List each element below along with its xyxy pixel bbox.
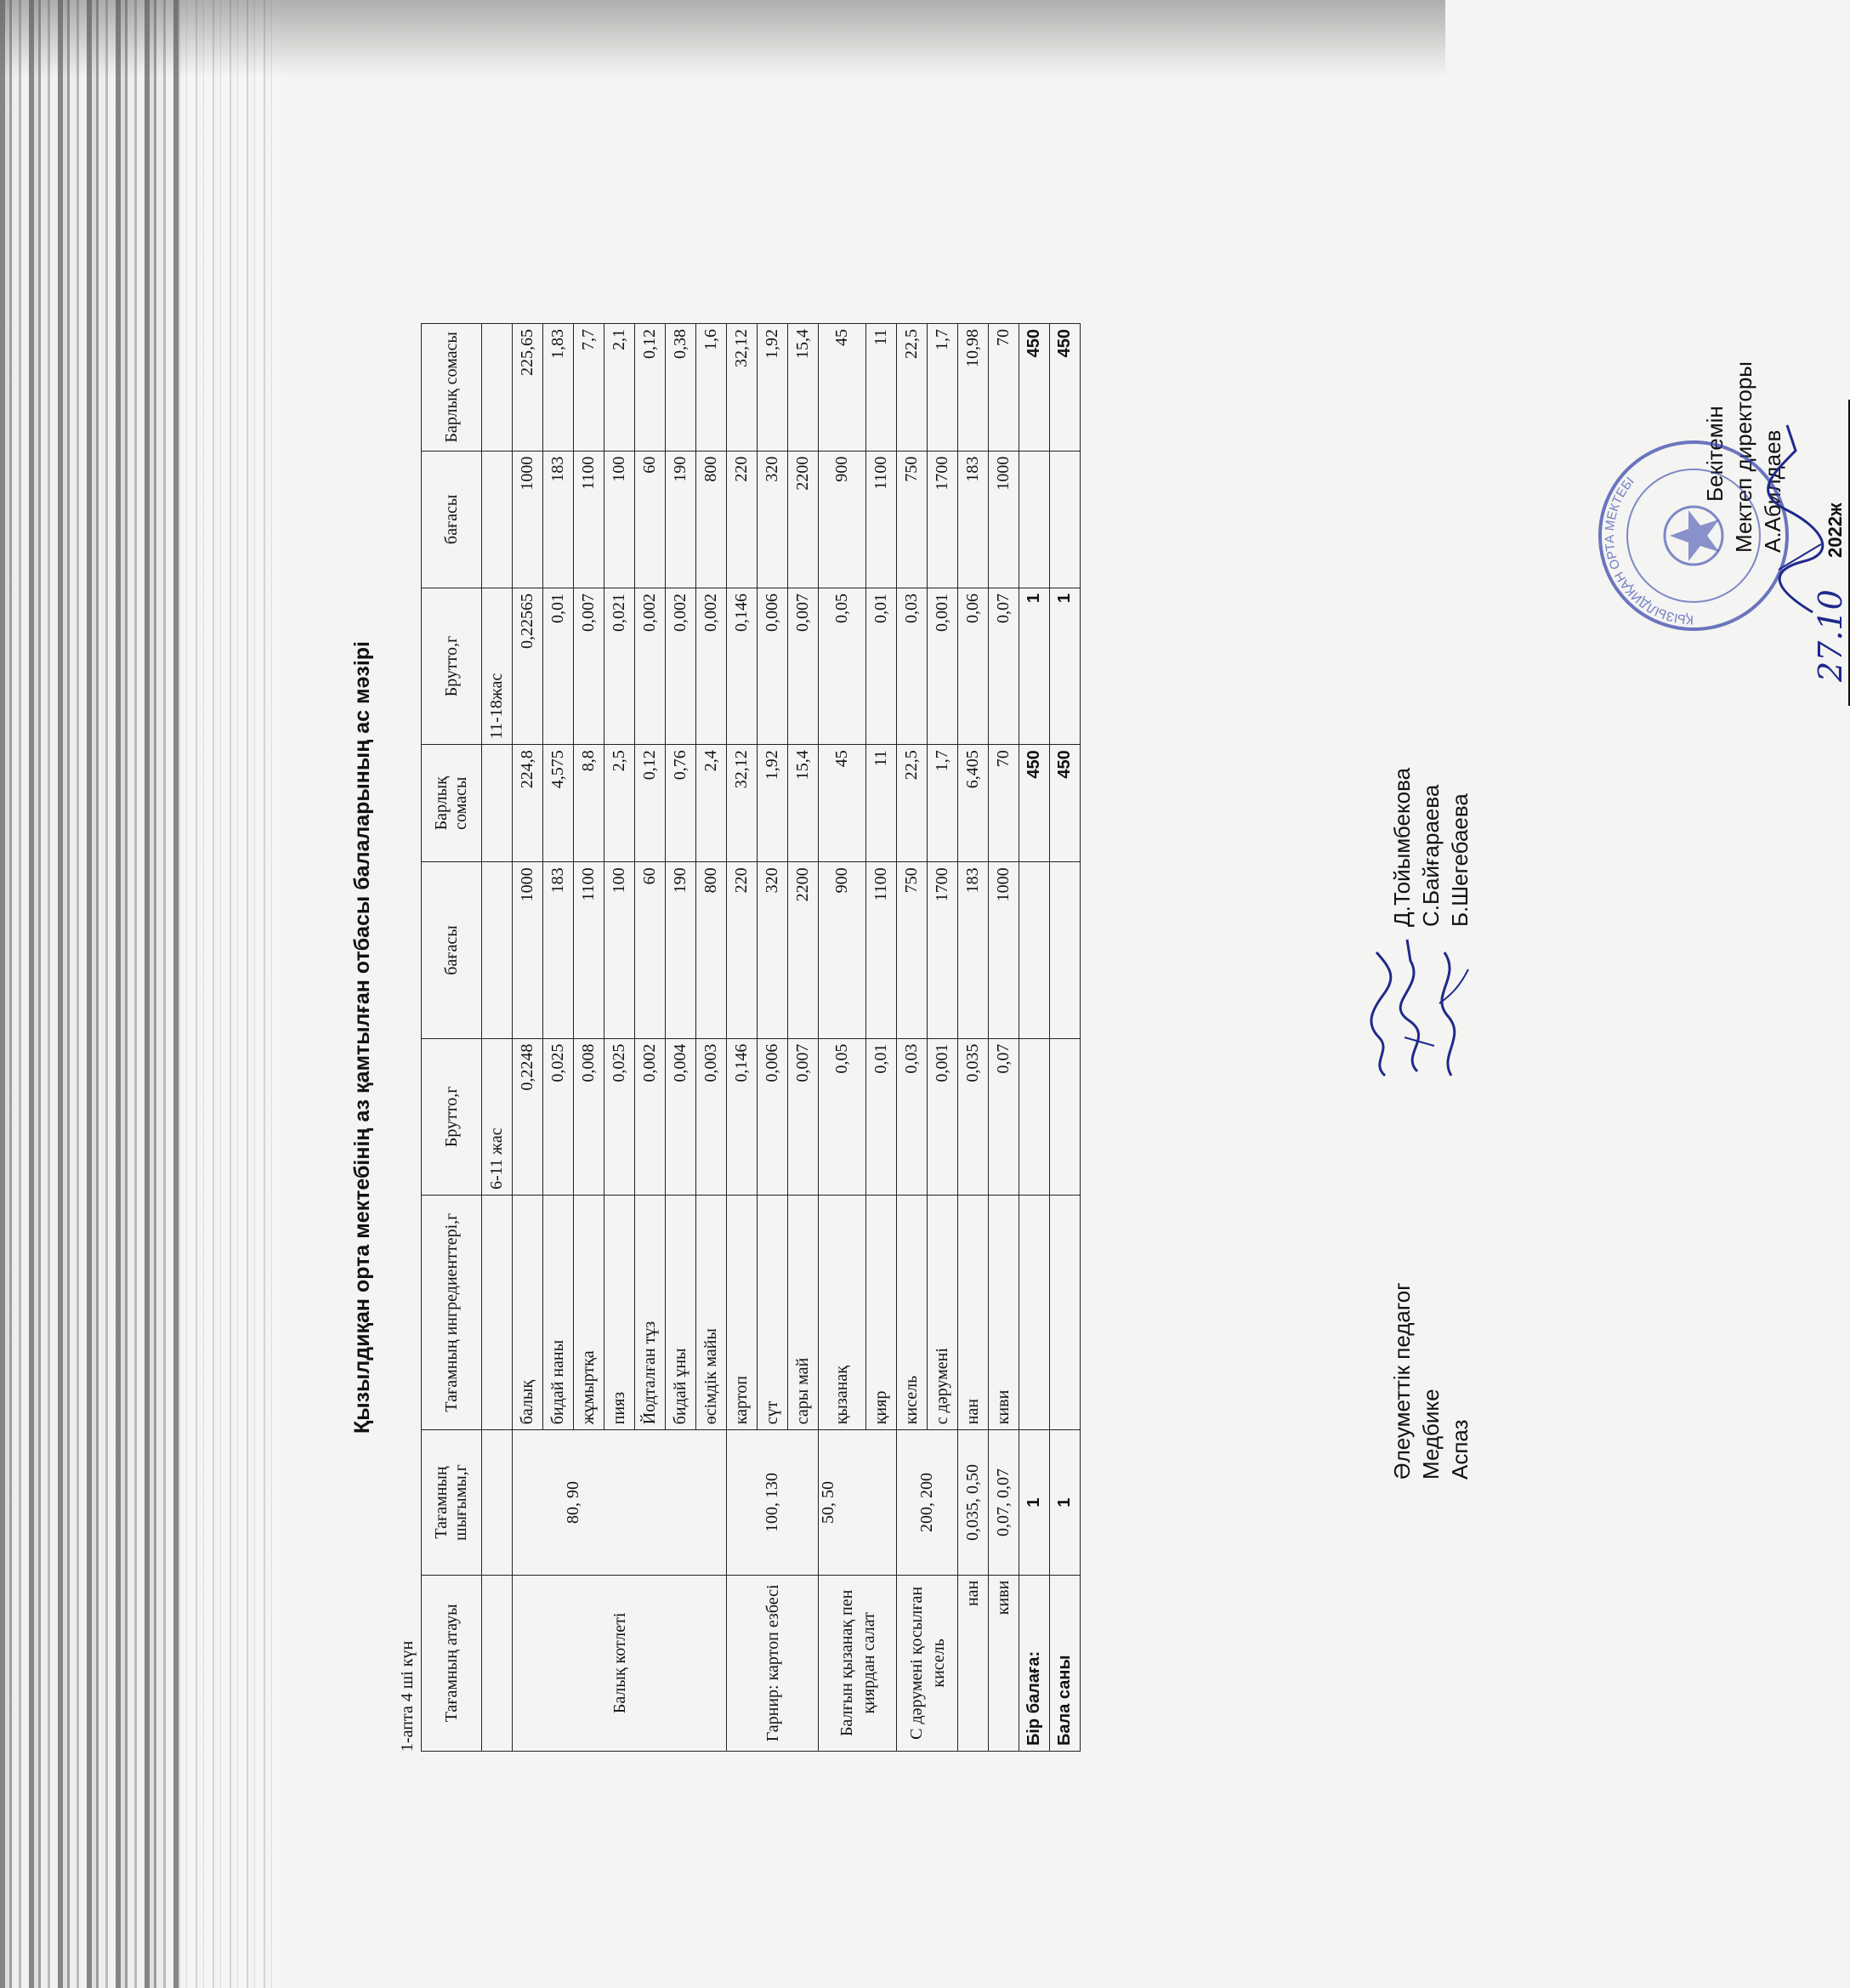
cell-value: 0,007 [788, 588, 819, 744]
cell-value: 0,002 [635, 1038, 666, 1195]
cell-value: 100 [604, 862, 635, 1038]
cell-value: 4,575 [543, 745, 574, 862]
cell-value: 45 [819, 745, 866, 862]
table-row [958, 324, 989, 1752]
cell-value: 1,92 [758, 745, 788, 862]
table-row [989, 324, 1019, 1752]
cell-value: 0,002 [696, 588, 727, 744]
cell-value: 32,12 [727, 745, 758, 862]
cell-value: 2,1 [604, 324, 635, 452]
signature-role: Әлеуметтік педагог [1389, 1282, 1415, 1480]
cell-value: 0,12 [635, 324, 666, 452]
approval-position: Мектеп директоры [1731, 361, 1756, 553]
ingredient: с дәрумені [928, 1195, 958, 1429]
cell-value: 0,146 [727, 588, 758, 744]
cell-value: 1,7 [928, 324, 958, 452]
ingredient: сары май [788, 1195, 819, 1429]
signature-name: Д.Тойымбекова [1389, 767, 1415, 927]
cell-value: 1,6 [696, 324, 727, 452]
cell-value: 6,405 [958, 745, 989, 862]
cell-value: 11 [866, 745, 897, 862]
cell-value: 0,006 [758, 1038, 788, 1195]
cell-value: 0,05 [819, 588, 866, 744]
cell-value: 1700 [928, 451, 958, 588]
dish-name: Гарнир: картоп езбесі [727, 1575, 819, 1751]
cell-value: 0,06 [958, 588, 989, 744]
dish-output: 0,07, 0,07 [989, 1430, 1019, 1575]
dish-output: 100, 130 [727, 1430, 819, 1575]
cell-value: 1000 [989, 451, 1019, 588]
director-signature [1762, 417, 1830, 621]
children-total: 450 [1050, 324, 1081, 452]
cell-value: 0,07 [989, 1038, 1019, 1195]
ingredient: балық [513, 1195, 543, 1429]
staff-signatures [1366, 918, 1485, 1088]
cell-value: 0,001 [928, 588, 958, 744]
cell-value: 0,021 [604, 588, 635, 744]
children-count: 1 [1050, 1430, 1081, 1575]
per-child-count: 1 [1019, 1430, 1050, 1575]
page-title: Қызылдиқан орта мектебінің аз қамтылған отбасы балаларының ас мәзірі [350, 640, 374, 1434]
stamp-text: ҚЫЗЫЛДИҚАН ОРТА МЕКТЕБІ [1602, 474, 1694, 628]
dish-name: киви [989, 1575, 1019, 1751]
cell-value: 0,004 [666, 1038, 696, 1195]
dish-name: С дәрумені қосылған кисель [897, 1575, 958, 1751]
cell-value: 0,006 [758, 588, 788, 744]
cell-value: 1,83 [543, 324, 574, 452]
cell-value: 60 [635, 451, 666, 588]
cell-value: 0,38 [666, 324, 696, 452]
cell-value: 15,4 [788, 324, 819, 452]
cell-value: 1,7 [928, 745, 958, 862]
cell-value: 190 [666, 451, 696, 588]
dish-output: 200, 200 [897, 1430, 958, 1575]
cell-value: 0,035 [958, 1038, 989, 1195]
dish-name: Балық котлеті [513, 1575, 727, 1751]
cell-value: 900 [819, 862, 866, 1038]
age-group-label: 11-18жас [482, 588, 513, 744]
cell-value: 15,4 [788, 745, 819, 862]
ingredient: сүт [758, 1195, 788, 1429]
cell-value: 183 [543, 862, 574, 1038]
cell-value: 0,008 [574, 1038, 604, 1195]
scan-artifact-band [179, 0, 281, 1988]
header-brutto: Брутто,г [422, 1038, 482, 1195]
menu-document [350, 323, 1849, 1752]
header-price: бағасы [422, 451, 482, 588]
cell-value: 2200 [788, 862, 819, 1038]
table-row [819, 324, 866, 1752]
children-count-row [1050, 324, 1081, 1752]
cell-value: 220 [727, 862, 758, 1038]
cell-value: 900 [819, 451, 866, 588]
cell-value: 1000 [989, 862, 1019, 1038]
table-row [513, 324, 543, 1752]
children-total: 450 [1050, 745, 1081, 862]
cell-value: 45 [819, 324, 866, 452]
per-child-label: Бір балаға: [1019, 1575, 1050, 1751]
header-total: Барлық сомасы [422, 324, 482, 452]
age-group-label: 6-11 жас [482, 1038, 513, 1195]
signature-role: Аспаз [1447, 1419, 1473, 1480]
cell-value: 320 [758, 451, 788, 588]
ingredient: киви [989, 1195, 1019, 1429]
ingredient: өсімдік майы [696, 1195, 727, 1429]
table-header-row [422, 324, 482, 1752]
signature-role: Медбике [1418, 1389, 1444, 1480]
ingredient: Йодталған тұз [635, 1195, 666, 1429]
approval-year: 2022ж [1824, 503, 1846, 558]
cell-value: 1100 [574, 451, 604, 588]
ingredient: қызанақ [819, 1195, 866, 1429]
approval-date-handwritten: 27.10 [1812, 589, 1849, 682]
cell-value: 0,12 [635, 745, 666, 862]
cell-value: 70 [989, 745, 1019, 862]
cell-value: 2,4 [696, 745, 727, 862]
cell-value: 60 [635, 862, 666, 1038]
cell-value: 0,03 [897, 1038, 928, 1195]
ingredient: жұмыртқа [574, 1195, 604, 1429]
cell-value: 0,007 [788, 1038, 819, 1195]
signature-name: Б.Шегебаева [1447, 793, 1473, 927]
cell-value: 183 [958, 451, 989, 588]
cell-value: 0,01 [866, 588, 897, 744]
table-row [482, 324, 513, 1752]
scan-artifact-band [0, 0, 179, 1988]
cell-value: 22,5 [897, 324, 928, 452]
cell-value: 0,002 [666, 588, 696, 744]
per-child-count: 1 [1019, 588, 1050, 744]
cell-value: 183 [958, 862, 989, 1038]
cell-value: 0,002 [635, 588, 666, 744]
header-total: Барлық сомасы [422, 745, 482, 862]
cell-value: 800 [696, 862, 727, 1038]
ingredient: нан [958, 1195, 989, 1429]
cell-value: 0,07 [989, 588, 1019, 744]
signature-name: С.Байғараева [1418, 784, 1444, 927]
approval-name: А.Абилдаев [1760, 429, 1785, 553]
cell-value: 320 [758, 862, 788, 1038]
per-child-total: 450 [1019, 745, 1050, 862]
children-count-label: Бала саны [1050, 1575, 1081, 1751]
cell-value: 0,025 [604, 1038, 635, 1195]
cell-value: 0,007 [574, 588, 604, 744]
cell-value: 100 [604, 451, 635, 588]
dish-output: 50, 50 [819, 1430, 897, 1575]
cell-value: 1100 [866, 451, 897, 588]
cell-value: 1,92 [758, 324, 788, 452]
per-child-row [1019, 324, 1050, 1752]
dish-output: 0,035, 0,50 [958, 1430, 989, 1575]
cell-value: 1100 [866, 862, 897, 1038]
cell-value: 0,003 [696, 1038, 727, 1195]
cell-value: 800 [696, 451, 727, 588]
cell-value: 7,7 [574, 324, 604, 452]
ingredient: картоп [727, 1195, 758, 1429]
ingredient: бидай наны [543, 1195, 574, 1429]
cell-value: 0,05 [819, 1038, 866, 1195]
cell-value: 11 [866, 324, 897, 452]
cell-value: 0,22565 [513, 588, 543, 744]
cell-value: 1000 [513, 451, 543, 588]
cell-value: 1700 [928, 862, 958, 1038]
cell-value: 10,98 [958, 324, 989, 452]
cell-value: 22,5 [897, 745, 928, 862]
cell-value: 1000 [513, 862, 543, 1038]
ingredient: қияр [866, 1195, 897, 1429]
dish-name: нан [958, 1575, 989, 1751]
table-row [727, 324, 758, 1752]
cell-value: 2,5 [604, 745, 635, 862]
children-count: 1 [1050, 588, 1081, 744]
header-price: бағасы [422, 862, 482, 1038]
ingredient: кисель [897, 1195, 928, 1429]
dish-output: 80, 90 [513, 1430, 727, 1575]
approval-heading: Бекітемін [1702, 406, 1728, 502]
ingredient: бидай ұны [666, 1195, 696, 1429]
header-dish: Тағамның атауы [422, 1575, 482, 1751]
cell-value: 0,03 [897, 588, 928, 744]
cell-value: 0,01 [543, 588, 574, 744]
cell-value: 224,8 [513, 745, 543, 862]
cell-value: 225,65 [513, 324, 543, 452]
table-row [897, 324, 928, 1752]
cell-value: 0,2248 [513, 1038, 543, 1195]
scan-artifact-top [0, 0, 1445, 77]
cell-value: 8,8 [574, 745, 604, 862]
cell-value: 0,01 [866, 1038, 897, 1195]
cell-value: 750 [897, 451, 928, 588]
cell-value: 0,146 [727, 1038, 758, 1195]
week-day-label: 1-апта 4 ші күн [398, 1640, 417, 1752]
cell-value: 0,76 [666, 745, 696, 862]
cell-value: 0,025 [543, 1038, 574, 1195]
header-brutto: Брутто,г [422, 588, 482, 744]
dish-name: Балғын қызанақ пен қиярдан салат [819, 1575, 897, 1751]
cell-value: 70 [989, 324, 1019, 452]
cell-value: 1100 [574, 862, 604, 1038]
svg-text:ҚЫЗЫЛДИҚАН ОРТА МЕКТЕБІ [1603, 474, 1694, 627]
cell-value: 190 [666, 862, 696, 1038]
menu-table [421, 323, 1081, 1752]
ingredient: пияз [604, 1195, 635, 1429]
cell-value: 750 [897, 862, 928, 1038]
cell-value: 0,001 [928, 1038, 958, 1195]
cell-value: 32,12 [727, 324, 758, 452]
header-output: Тағамның шығымы,г [422, 1430, 482, 1575]
header-ingredients: Тағамның ингредиенттері,г [422, 1195, 482, 1429]
cell-value: 220 [727, 451, 758, 588]
per-child-total: 450 [1019, 324, 1050, 452]
cell-value: 2200 [788, 451, 819, 588]
cell-value: 183 [543, 451, 574, 588]
